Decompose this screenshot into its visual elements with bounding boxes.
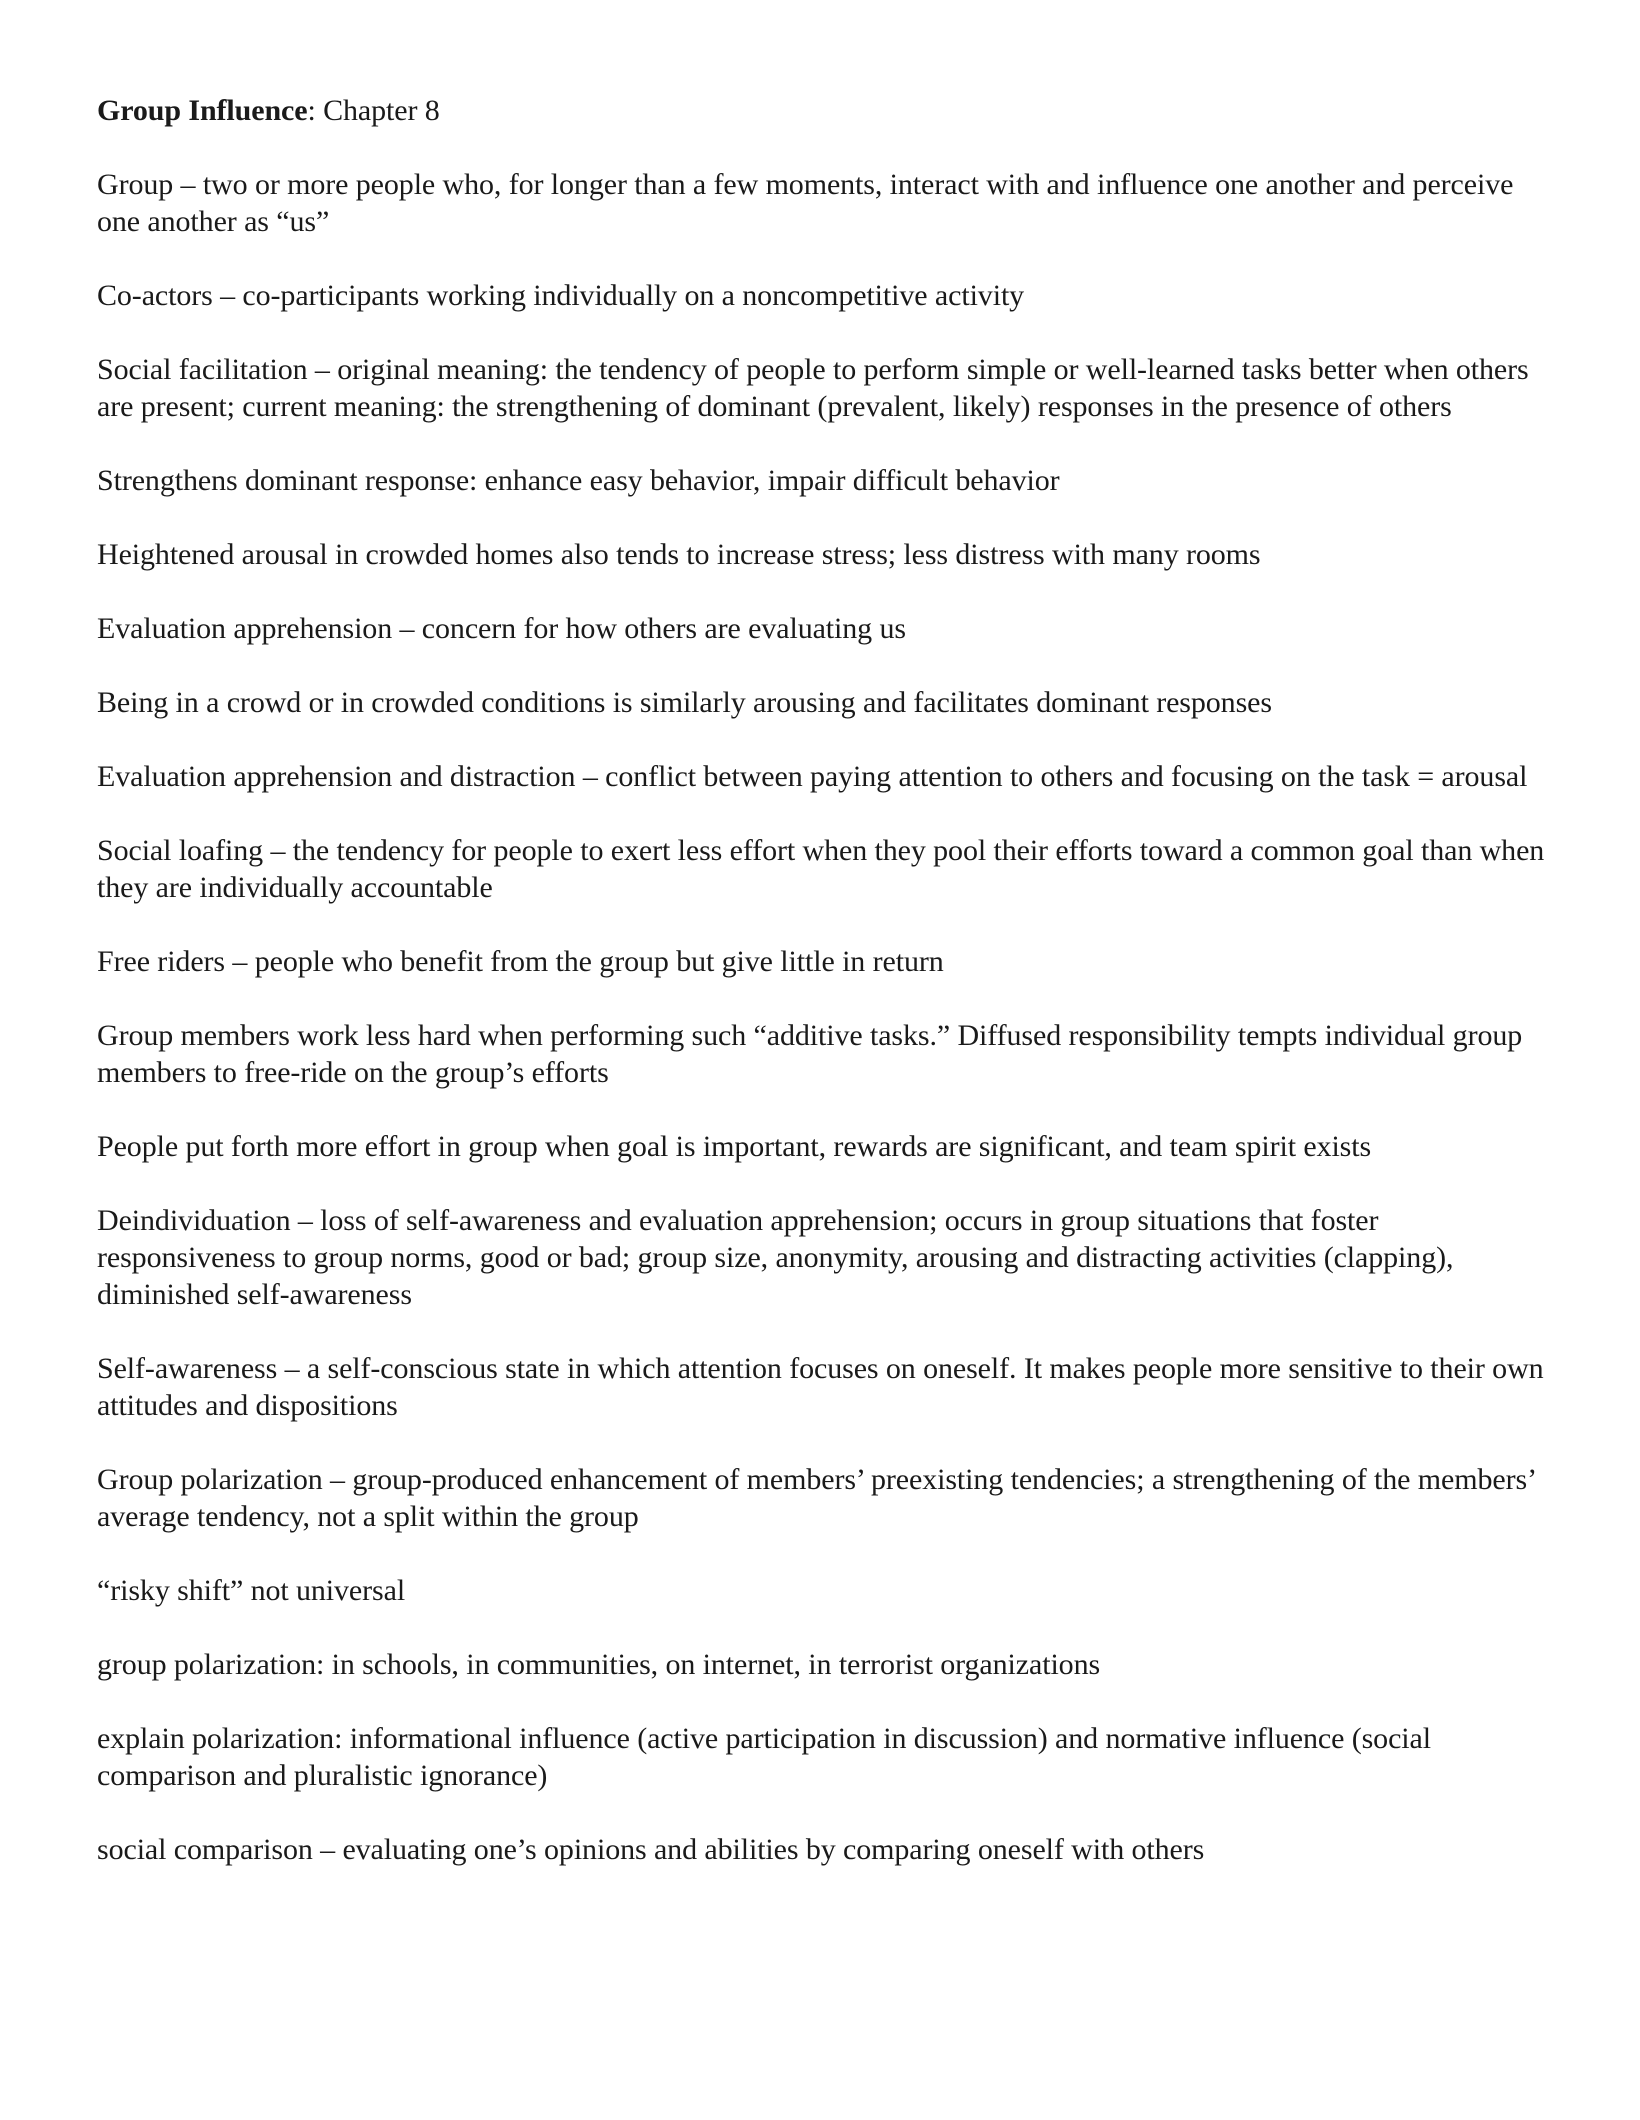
title-bold-text: Group Influence	[97, 94, 308, 127]
paragraph-dominant-response: Strengthens dominant response: enhance easy behavior, impair difficult behavior	[97, 464, 1060, 497]
paragraph-risky-shift: “risky shift” not universal	[97, 1574, 406, 1607]
paragraph-additive-tasks: Group members work less hard when performing such “additive tasks.” Diffused responsibility tempts individual group members to free-ride on the group’s efforts	[97, 1019, 1523, 1089]
paragraph-social-loafing: Social loafing – the tendency for people to exert less effort when they pool their efforts toward a common goal than when they are individually accountable	[97, 834, 1545, 904]
paragraph-explain-polarization: explain polarization: informational influence (active participation in discussion) and normative influence (social comparison and pluralistic ignorance)	[97, 1722, 1431, 1792]
paragraph-co-actors: Co-actors – co-participants working individually on a noncompetitive activity	[97, 279, 1025, 312]
paragraph-distraction: Evaluation apprehension and distraction – conflict between paying attention to others and focusing on the task = arousal	[97, 760, 1528, 793]
paragraph-group: Group – two or more people who, for longer than a few moments, interact with and influence one another and perceive one another as “us”	[97, 168, 1514, 238]
paragraph-group-polarization: Group polarization – group-produced enhancement of members’ preexisting tendencies; a strengthening of the members’ average tendency, not a split within the group	[97, 1463, 1535, 1533]
paragraph-polarization-contexts: group polarization: in schools, in communities, on internet, in terrorist organizations	[97, 1648, 1101, 1681]
paragraph-social-comparison: social comparison – evaluating one’s opinions and abilities by comparing oneself with others	[97, 1833, 1205, 1866]
document-page	[97, 92, 1557, 1905]
paragraph-more-effort: People put forth more effort in group when goal is important, rewards are significant, and team spirit exists	[97, 1130, 1372, 1163]
title-rest-text: : Chapter 8	[307, 94, 440, 127]
paragraph-crowd: Being in a crowd or in crowded conditions is similarly arousing and facilitates dominant responses	[97, 686, 1272, 719]
paragraph-free-riders: Free riders – people who benefit from the group but give little in return	[97, 945, 944, 978]
paragraph-evaluation-apprehension: Evaluation apprehension – concern for how others are evaluating us	[97, 612, 906, 645]
paragraph-deindividuation: Deindividuation – loss of self-awareness and evaluation apprehension; occurs in group situations that foster responsiveness to group norms, good or bad; group size, anonymity, arousing and distracting activities (clapping), diminished self-awareness	[97, 1204, 1454, 1311]
paragraph-self-awareness: Self-awareness – a self-conscious state in which attention focuses on oneself. It makes people more sensitive to their own attitudes and dispositions	[97, 1352, 1544, 1422]
paragraph-heightened-arousal: Heightened arousal in crowded homes also tends to increase stress; less distress with many rooms	[97, 538, 1261, 571]
paragraph-social-facilitation: Social facilitation – original meaning: the tendency of people to perform simple or well-learned tasks better when others are present; current meaning: the strengthening of dominant (prevalent, likely) responses in the presence of others	[97, 353, 1529, 423]
document-title	[97, 92, 1557, 129]
